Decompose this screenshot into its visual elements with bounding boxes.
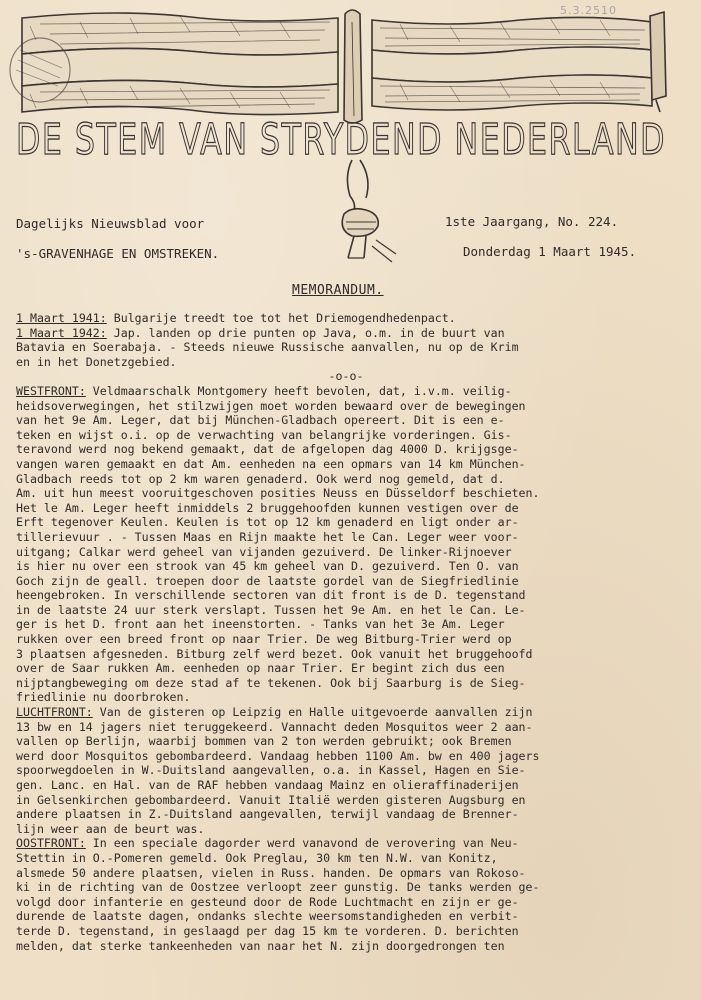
luchtfront-line: lijn weer aan de beurt was. <box>16 821 205 836</box>
westfront-line: in de laatste 24 uur sterk verslapt. Tussen het 9e Am. en het le Can. Le- <box>16 602 526 617</box>
luchtfront-label: LUCHTFRONT: <box>16 705 93 720</box>
memo-text: Bulgarije treedt toe tot het Driemogendhedenpact. <box>106 311 456 325</box>
westfront-line: nijptangbeweging om deze stad af te tekenen. Ook bij Saarburg is de Sieg- <box>16 675 526 690</box>
luchtfront-line: andere plaatsen in Z.-Duitsland aangevallen, terwijl vandaag de Brenner- <box>16 807 519 822</box>
westfront-line: friedlinie nu doorbroken. <box>16 690 191 705</box>
westfront-line: heengebroken. In verschillende sectoren van dit front is de D. tegenstand <box>16 588 526 603</box>
oostfront-line: alsmede 50 andere plaatsen, vielen in Russ. handen. De opmars van Rokoso- <box>16 865 526 880</box>
oostfront-label: OOSTFRONT: <box>16 836 86 851</box>
westfront-line: ger is het D. front aan het ineenstorten. - Tanks van het 3e Am. Leger <box>16 617 505 632</box>
westfront-line: is hier nu over een strook van 45 km geheel van D. gezuiverd. Ten O. van <box>16 559 519 574</box>
westfront-line: Goch zijn de geall. troepen door de laatste gordel van de Siegfriedlinie <box>16 573 519 588</box>
westfront-line: 3 plaatsen afgesneden. Bitburg zelf werd bezet. Ook vanuit het bruggehoofd <box>16 646 533 661</box>
memo-date-label: 1 Maart 1942: <box>16 325 107 340</box>
westfront-section <box>16 399 676 705</box>
section-separator: -o-o- <box>328 369 364 384</box>
westfront-line: teken en wijst o.i. op de verwachting van belangrijke vorderingen. Gis- <box>16 427 512 442</box>
westfront-line: van het 9e Am. Leger, dat bij München-Gladbach opereert. Dit is een e- <box>16 413 505 428</box>
archive-stamp: 5.3.2510 <box>560 4 617 17</box>
luchtfront-line: vallen op Berlijn, waarbij bommen van 2 ton werden gebruikt; ook Bremen <box>16 734 512 749</box>
westfront-line: over de Saar rukken Am. eenheden op naar Trier. Er begint zich dus een <box>16 661 505 676</box>
westfront-line: vangen waren gemaakt en dat Am. eenheden na een opmars van 14 km München- <box>16 456 526 471</box>
masthead-subtitle-line2: 's-GRAVENHAGE EN OMSTREKEN. <box>16 246 220 261</box>
left-flag-icon <box>10 13 338 115</box>
memo-date-label: 1 Maart 1941: <box>16 311 107 325</box>
oostfront-line: melden, dat sterke tankeenheden van naar het N. zijn doorgedrongen ten <box>16 938 505 953</box>
memorandum-title: MEMORANDUM. <box>292 283 384 298</box>
oostfront-line: ki in de richting van de Oostzee verloopt zeer gunstig. De tanks werden ge- <box>16 880 540 895</box>
westfront-line: uitgang; Calkar werd geheel van vijanden gezuiverd. De linker-Rijnoever <box>16 544 512 559</box>
memo-line <box>16 326 676 341</box>
westfront-text: Veldmaarschalk Montgomery heeft bevolen, dat, i.v.m. veilig- <box>85 383 512 398</box>
luchtfront-line: werd door Mosquitos gebombardeerd. Vandaag hebben 1100 Am. bw en 400 jagers <box>16 748 540 763</box>
memo-line: en in het Donetzgebied. <box>16 354 177 369</box>
oostfront-section <box>16 851 676 953</box>
oostfront-line: terde D. tegenstand, in geslaagd per dag 15 km te vorderen. D. berichten <box>16 923 519 938</box>
westfront-label: WESTFRONT: <box>16 383 86 398</box>
memo-line <box>16 311 676 326</box>
westfront-line: tillerievuur . - Tussen Maas en Rijn maakte het le Can. Leger weer voor- <box>16 529 519 544</box>
memo-text: Jap. landen op drie punten op Java, o.m. in de buurt van <box>106 325 505 340</box>
luchtfront-line: 13 bw en 14 jagers niet teruggekeerd. Vannacht deden Mosquitos weer 2 aan- <box>16 719 533 734</box>
luchtfront-line: gen. Lanc. en Hal. van de RAF hebben vandaag Mainz en olieraffinaderijen <box>16 778 519 792</box>
luchtfront-text: Van de gisteren op Leipzig en Halle uitgevoerde aanvallen zijn <box>92 705 533 720</box>
westfront-line: teravond werd nog bekend gemaakt, dat de afgelopen dag 4000 D. krijgsge- <box>16 442 519 457</box>
oostfront-line: Stettin in O.-Pomeren gemeld. Ook Preglau, 30 km ten N.W. van Konitz, <box>16 850 498 865</box>
luchtfront-section <box>16 720 676 837</box>
westfront-line: Am. uit hun meest vooruitgeschoven posities Neuss en Düsseldorf beschieten. <box>16 486 540 501</box>
westfront-line: Gladbach reeds tot op 2 km waren genaderd. Ook werd nog gemeld, dat d. <box>16 471 505 486</box>
luchtfront-line: spoorwegdoelen in W.-Duitsland aangevallen, o.a. in Kassel, Hagen en Sie- <box>16 763 526 778</box>
right-flag-icon <box>372 12 666 112</box>
westfront-line <box>16 384 676 399</box>
westfront-line: rukken over een breed front op naar Trier. De weg Bitburg-Trier werd op <box>16 632 512 647</box>
masthead-subtitle-line1: Dagelijks Nieuwsblad voor <box>16 216 205 231</box>
luchtfront-line <box>16 705 676 720</box>
issue-number: 1ste Jaargang, No. 224. <box>445 214 619 229</box>
westfront-line: Het le Am. Leger heeft inmiddels 2 bruggehoofden kunnen vestigen over de <box>16 500 519 515</box>
memo-line: Batavia en Soerabaja. - Steeds nieuwe Russische aanvallen, nu op de Krim <box>16 340 519 355</box>
oostfront-text: In een speciale dagorder werd vanavond de verovering van Neu- <box>85 836 519 851</box>
oostfront-line <box>16 836 676 851</box>
westfront-line: heidsoverwegingen, het stilzwijgen moet worden bewaard over de bewegingen <box>16 398 526 413</box>
westfront-line: Erft tegenover Keulen. Keulen is tot op 12 km genaderd en ligt onder ar- <box>16 515 519 530</box>
oostfront-line: durende de laatste dagen, ondanks slechte weersomstandigheden en verbit- <box>16 909 519 924</box>
masthead-title: DE STEM VAN STRYDEND NEDERLAND <box>16 115 666 165</box>
article-body <box>16 311 676 953</box>
oostfront-line: volgd door infanterie en gesteund door de Rode Luchtmacht en zijn er ge- <box>16 894 519 909</box>
issue-date: Donderdag 1 Maart 1945. <box>463 244 637 259</box>
luchtfront-line: in Gelsenkirchen gebombardeerd. Vanuit Italië werden gisteren Augsburg en <box>16 792 526 807</box>
